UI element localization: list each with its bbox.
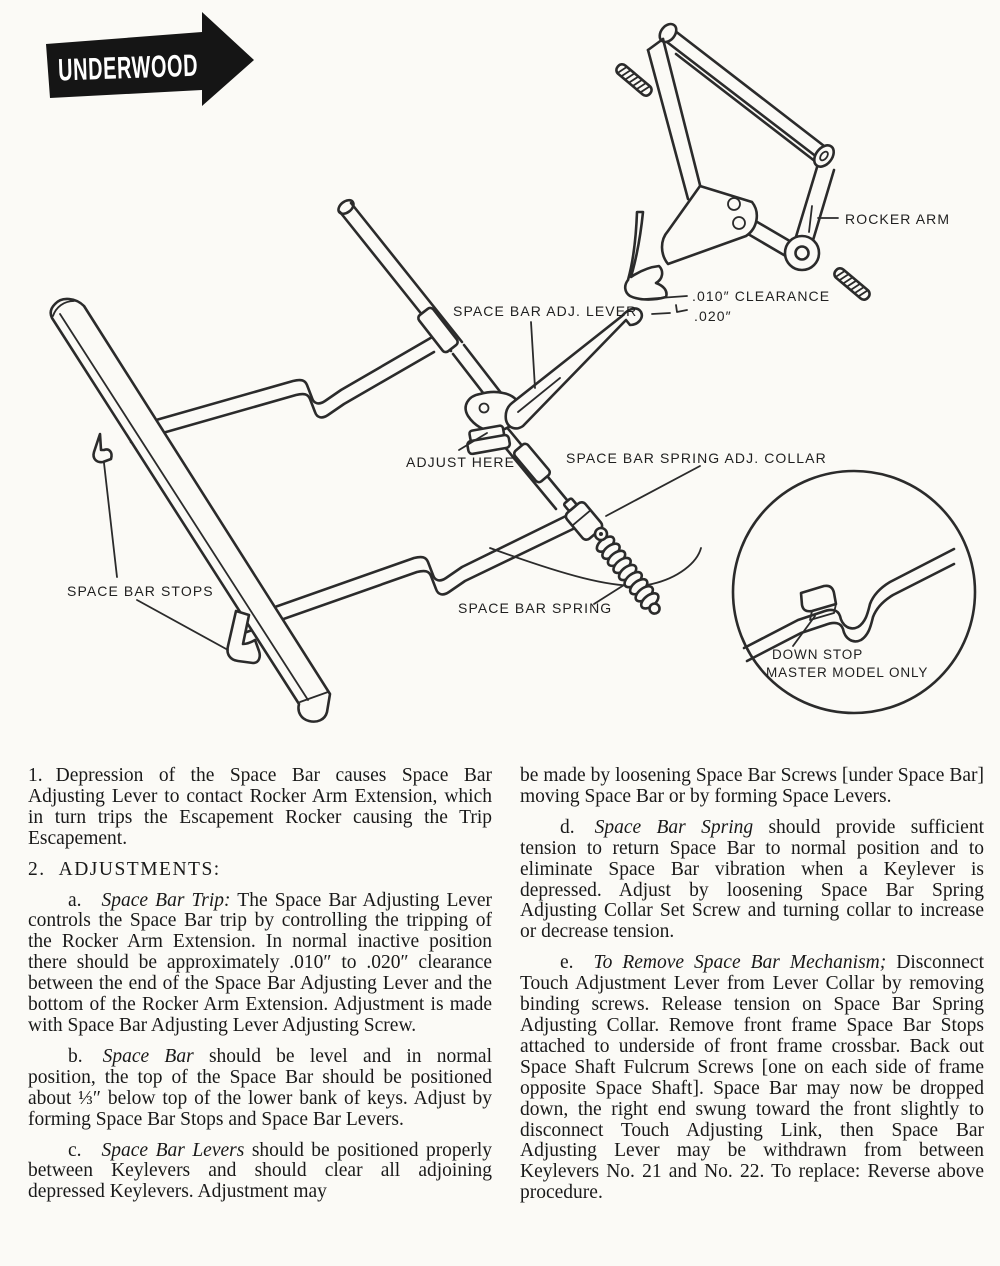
space-bar [51, 299, 330, 722]
space-bar-stop-front [94, 434, 112, 462]
label-space-bar-spring: SPACE BAR SPRING [458, 600, 613, 616]
down-stop-label-line1: DOWN STOP [772, 647, 864, 662]
left-column [28, 766, 492, 1213]
paragraph-1-number: 1. [28, 765, 43, 786]
heading-text: ADJUSTMENTS: [58, 858, 221, 880]
rocker-arm-assembly [614, 21, 871, 302]
paragraph-1 [28, 766, 492, 850]
paragraph-a-lead: Space Bar Trip: [101, 889, 231, 911]
paragraph-c-lead: Space Bar Levers [101, 1139, 245, 1161]
paragraph-e-text: Disconnect Touch Adjustment Lever from Lever Collar by removing binding screws. Release tension on Space Bar Spring Adjusting Collar. Remove front frame Space Bar Stops attached to underside of front frame crossbar. Back out Space Shaft Fulcrum Screws [one on each side of frame opposite Space Shaft]. Space Bar may now be dropped down, the right end swung toward the front slightly to disconnect Touch Adjusting Link, then Space Bar Adjusting Lever may be withdrawn from between Keylevers No. 21 and No. 22. To replace: Reverse above procedure. [520, 952, 985, 1204]
paragraph-c-continuation [520, 766, 984, 808]
paragraph-c-text: should be positioned properly between Keylevers and should clear all adjoining depressed Keylevers. Adjustment may [28, 1139, 492, 1203]
label-space-bar-adj-lever: SPACE BAR ADJ. LEVER [453, 303, 638, 319]
label-space-bar-stops: SPACE BAR STOPS [67, 583, 214, 599]
screw-upper [614, 62, 653, 97]
paragraph-c [28, 1141, 492, 1204]
paragraph-b [28, 1047, 492, 1131]
rocker-bracket [662, 186, 757, 264]
paragraph-d-lead: Space Bar Spring [594, 816, 754, 838]
space-bar-adjusting-lever [506, 309, 642, 429]
spring-adjusting-collar [558, 493, 607, 541]
body-text [0, 766, 1000, 1266]
label-clearance-010: .010″ CLEARANCE [692, 288, 831, 304]
paragraph-d [520, 818, 984, 943]
paragraph-d-label: d. [560, 816, 575, 838]
paragraph-b-lead: Space Bar [102, 1045, 194, 1067]
leader-lines [104, 206, 838, 650]
label-clearance-020: .020″ [694, 308, 732, 324]
rocker-arm-extension [625, 212, 666, 300]
adjustments-heading [28, 860, 492, 881]
paragraph-a [28, 891, 492, 1037]
heading-number: 2. [28, 858, 46, 880]
underwood-logo [46, 12, 278, 106]
logo-text: UNDERWOOD [57, 44, 278, 88]
paragraph-c-label: c. [68, 1139, 82, 1161]
paragraph-e-lead: To Remove Space Bar Mechanism; [593, 952, 887, 974]
paragraph-b-label: b. [68, 1045, 83, 1067]
right-column [520, 766, 984, 1214]
down-stop-label-line2: MASTER MODEL ONLY [766, 665, 929, 680]
label-adjust-here: ADJUST HERE [406, 454, 516, 470]
upper-space-bar-lever-rail [128, 336, 434, 442]
screw-lower [832, 266, 871, 301]
paragraph-e [520, 953, 984, 1204]
paragraph-a-text: The Space Bar Adjusting Lever controls the Space Bar trip by controlling the tripping of the Rocker Arm Extension. In normal inactive position there should be approximately .010″ to .020″ clearance between the end of the Space Bar Adjusting Lever and the bottom of the Rocker Arm Extension. Adjustment is made with Space Bar Adjusting Lever Adjusting Screw. [28, 889, 492, 1036]
label-spring-adj-collar: SPACE BAR SPRING ADJ. COLLAR [566, 450, 827, 466]
down-stop-inset [733, 471, 975, 713]
paragraph-1-text: Depression of the Space Bar causes Space Bar Adjusting Lever to contact Rocker Arm Extension, which in turn trips the Escapement Rocker causing the Trip Escapement. [28, 765, 492, 849]
paragraph-b-text: should be level and in normal position, the top of the Space Bar should be positioned about ⅓″ below top of the lower bank of keys. Adjust by forming Space Bar Stops and Space Bar Levers. [28, 1045, 493, 1130]
paragraph-d-text: should provide sufficient tension to return Space Bar to normal position and to eliminate Space Bar vibration when a Keylever is depressed. Adjust by loosening Space Bar Spring Adjusting Collar Set Screw and turning collar to increase or decrease tension. [520, 816, 984, 943]
paragraph-a-label: a. [68, 889, 82, 911]
label-rocker-arm: ROCKER ARM [845, 211, 951, 227]
paragraph-c-continuation-text: be made by loosening Space Bar Screws [under Space Bar] moving Space Bar or by forming Space Levers. [520, 765, 984, 807]
paragraph-e-label: e. [560, 952, 574, 974]
